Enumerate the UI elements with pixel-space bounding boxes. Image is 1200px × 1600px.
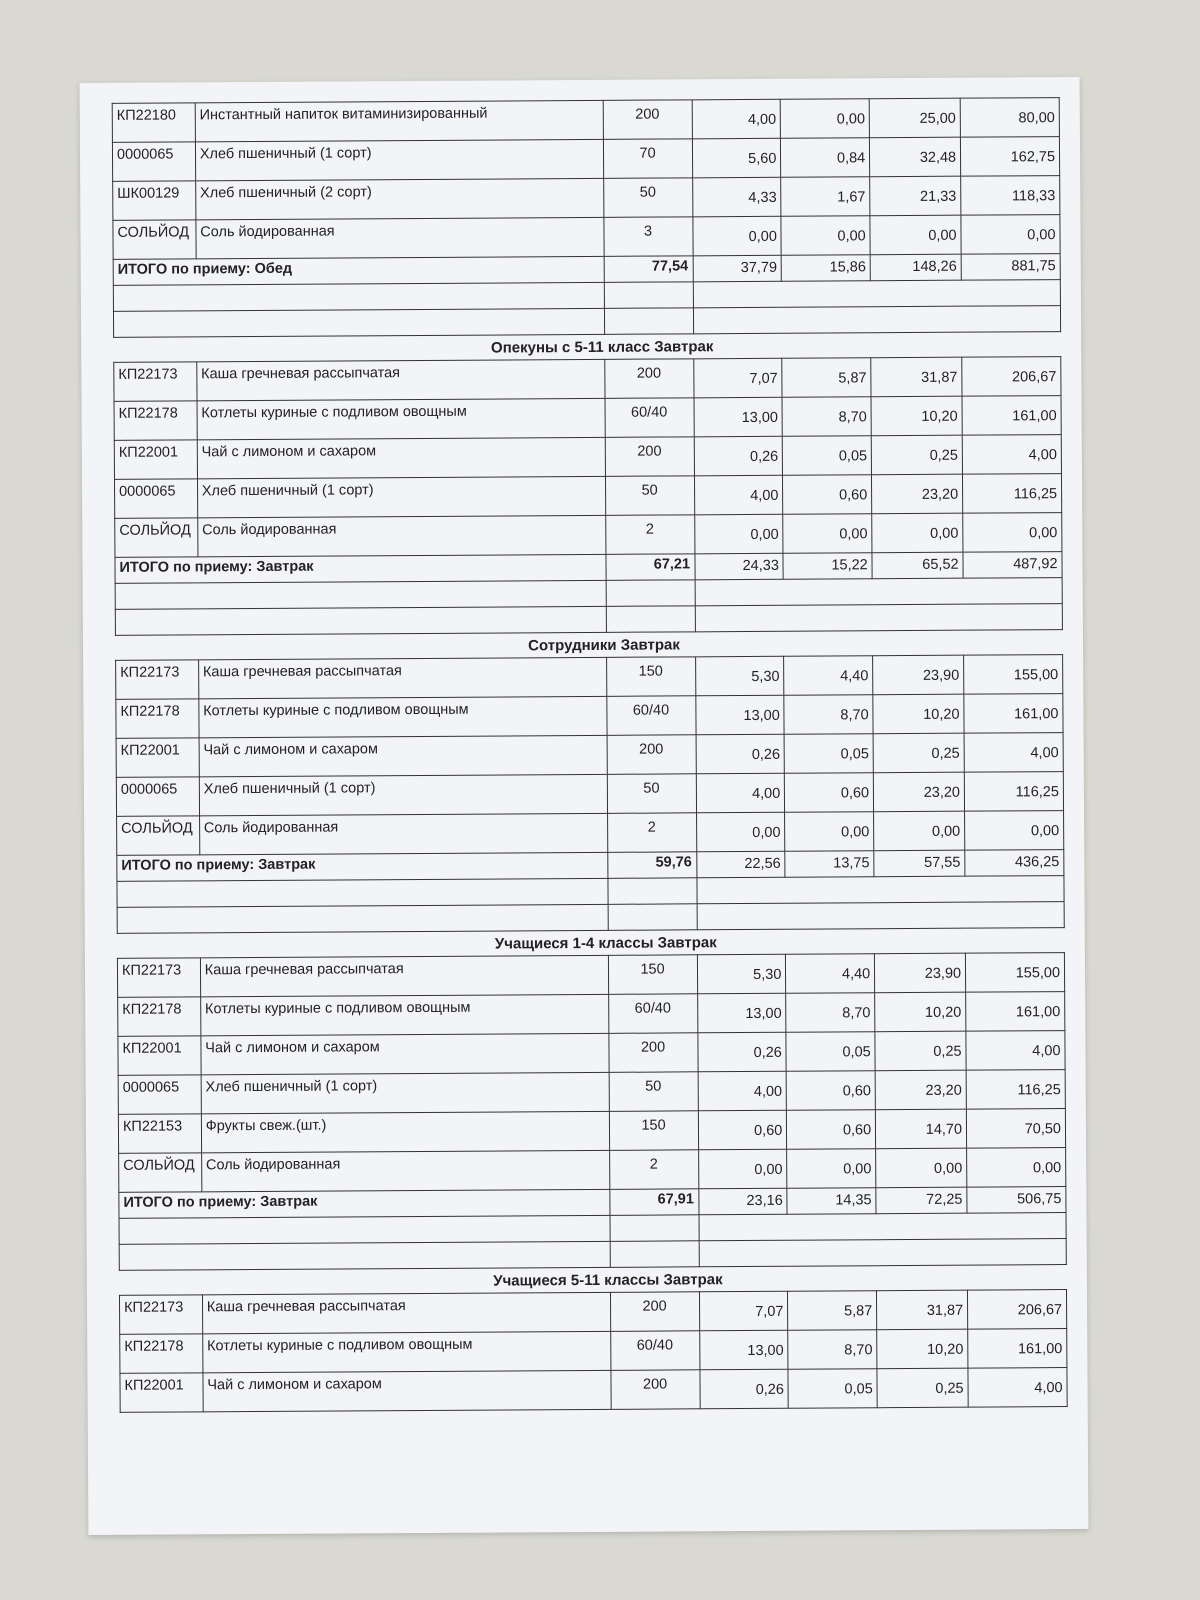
table-row [116, 772, 1063, 817]
cell-name: Фрукты свеж.(шт.) [201, 1111, 609, 1152]
blank-cell [698, 1213, 1066, 1241]
cell-v2: 0,05 [786, 1032, 875, 1072]
table-row [119, 1290, 1066, 1335]
cell-v1: 7,07 [693, 358, 782, 398]
cell-qty: 60/40 [610, 1331, 699, 1371]
total-v1: 22,56 [696, 851, 785, 878]
cell-v2: 0,00 [785, 812, 874, 852]
cell-name: Соль йодированная [198, 515, 606, 556]
cell-v3: 23,20 [875, 1070, 966, 1110]
cell-v4: 118,33 [961, 176, 1060, 216]
cell-code: КП22173 [114, 362, 197, 402]
cell-code: КП22153 [118, 1114, 201, 1154]
cell-v4: 161,00 [966, 992, 1065, 1032]
cell-name: Котлеты куриные с подливом овощным [202, 1331, 610, 1372]
total-v3: 72,25 [876, 1187, 967, 1214]
menu-section [112, 97, 1061, 338]
cell-v2: 0,05 [784, 734, 873, 774]
cell-v3: 10,20 [875, 992, 966, 1032]
cell-v2: 1,67 [781, 177, 870, 217]
cell-qty: 3 [604, 217, 693, 257]
total-v1: 24,33 [694, 553, 783, 580]
total-v2: 14,35 [787, 1188, 876, 1215]
cell-v4: 4,00 [968, 1368, 1067, 1408]
cell-v3: 0,25 [871, 435, 962, 475]
cell-v3: 32,48 [870, 137, 961, 177]
table-row [114, 396, 1061, 441]
cell-v1: 5,30 [697, 954, 786, 994]
cell-name: Чай с лимоном и сахаром [197, 437, 605, 478]
cell-qty: 200 [603, 100, 692, 140]
cell-v4: 116,25 [966, 1070, 1065, 1110]
cell-name: Хлеб пшеничный (2 сорт) [195, 178, 603, 219]
cell-v1: 0,00 [694, 514, 783, 554]
section-title: Опекуны с 5-11 класс Завтрак [490, 338, 714, 357]
cell-v3: 10,20 [871, 396, 962, 436]
cell-code: СОЛЬЙОД [115, 518, 198, 558]
blank-cell [693, 306, 1061, 334]
cell-name: Каша гречневая рассыпчатая [200, 955, 608, 996]
cell-code: ШК00129 [113, 181, 196, 221]
cell-v4: 0,00 [965, 811, 1064, 851]
cell-v2: 0,00 [781, 216, 870, 256]
table-row [117, 811, 1064, 856]
blank-cell [697, 902, 1065, 930]
cell-name: Хлеб пшеничный (1 сорт) [199, 774, 607, 815]
cell-v3: 23,20 [872, 474, 963, 514]
blank-cell [693, 280, 1061, 308]
table-row [113, 176, 1060, 221]
cell-v2: 0,05 [783, 436, 872, 476]
total-v1: 37,79 [693, 255, 782, 282]
cell-v2: 0,60 [785, 773, 874, 813]
cell-v3: 0,00 [876, 1148, 967, 1188]
cell-v2: 0,84 [781, 138, 870, 178]
cell-v1: 0,26 [694, 436, 783, 476]
cell-name: Котлеты куриные с подливом овощным [200, 994, 608, 1035]
cell-qty: 200 [605, 437, 694, 477]
cell-v3: 31,87 [871, 357, 962, 397]
table-row [114, 357, 1061, 402]
cell-v4: 162,75 [960, 137, 1059, 177]
cell-v1: 0,26 [697, 1032, 786, 1072]
cell-v4: 161,00 [962, 396, 1061, 436]
cell-qty: 50 [607, 774, 696, 814]
table-row [116, 694, 1063, 739]
blank-cell [117, 904, 608, 933]
table-row [120, 1329, 1067, 1374]
total-label: ИТОГО по приему: Завтрак [117, 852, 608, 881]
cell-v4: 161,00 [964, 694, 1063, 734]
cell-v3: 31,87 [877, 1290, 968, 1330]
cell-qty: 50 [609, 1072, 698, 1112]
cell-qty: 60/40 [605, 398, 694, 438]
cell-name: Котлеты куриные с подливом овощным [197, 398, 605, 439]
cell-v4: 4,00 [962, 435, 1061, 475]
cell-v1: 0,60 [698, 1110, 787, 1150]
cell-v3: 14,70 [876, 1109, 967, 1149]
cell-v1: 13,00 [694, 397, 783, 437]
blank-cell [119, 1241, 610, 1270]
cell-code: КП22173 [116, 660, 199, 700]
total-label: ИТОГО по приему: Завтрак [119, 1189, 610, 1218]
cell-v1: 13,00 [695, 695, 784, 735]
blank-cell [606, 580, 695, 607]
cell-code: КП22173 [117, 958, 200, 998]
total-v4: 506,75 [967, 1187, 1066, 1214]
total-sum: 67,21 [606, 554, 695, 581]
menu-table [115, 654, 1065, 934]
menu-section [117, 928, 1067, 1271]
cell-v4: 4,00 [966, 1031, 1065, 1071]
blank-cell [113, 282, 604, 311]
cell-code: КП22178 [114, 401, 197, 441]
cell-code: КП22001 [120, 1373, 203, 1413]
blank-cell [695, 604, 1063, 632]
menu-document [112, 97, 1068, 1413]
cell-v1: 4,00 [694, 475, 783, 515]
cell-v4: 0,00 [967, 1148, 1066, 1188]
cell-v1: 4,33 [692, 177, 781, 217]
cell-v1: 13,00 [697, 993, 786, 1033]
cell-v2: 8,70 [782, 397, 871, 437]
cell-code: КП22180 [112, 103, 195, 143]
cell-v2: 0,60 [783, 475, 872, 515]
cell-v2: 0,00 [787, 1149, 876, 1189]
cell-v3: 23,90 [873, 655, 964, 695]
cell-v2: 0,00 [781, 99, 870, 139]
cell-v4: 0,00 [961, 215, 1060, 255]
total-v4: 487,92 [963, 552, 1062, 579]
cell-v1: 4,00 [698, 1071, 787, 1111]
cell-v1: 13,00 [699, 1330, 788, 1370]
menu-table [119, 1289, 1068, 1413]
total-v3: 65,52 [872, 552, 963, 579]
cell-v3: 25,00 [869, 98, 960, 138]
cell-qty: 60/40 [606, 696, 695, 736]
cell-v3: 23,20 [873, 772, 964, 812]
cell-code: КП22178 [118, 997, 201, 1037]
cell-v3: 0,00 [872, 513, 963, 553]
cell-qty: 200 [610, 1292, 699, 1332]
cell-v3: 10,20 [873, 694, 964, 734]
table-row [116, 655, 1063, 700]
blank-cell [696, 876, 1064, 904]
cell-v2: 4,40 [786, 954, 875, 994]
cell-code: СОЛЬЙОД [119, 1153, 202, 1193]
cell-v3: 0,25 [877, 1368, 968, 1408]
cell-v1: 0,26 [696, 734, 785, 774]
cell-v3: 23,90 [875, 953, 966, 993]
blank-cell [604, 282, 693, 309]
cell-v3: 10,20 [877, 1329, 968, 1369]
cell-v4: 80,00 [960, 98, 1059, 138]
cell-v2: 8,70 [784, 695, 873, 735]
table-row [118, 1109, 1065, 1154]
cell-qty: 200 [607, 735, 696, 775]
blank-cell [115, 580, 606, 609]
table-row [113, 215, 1060, 260]
cell-code: КП22178 [120, 1334, 203, 1374]
table-row [114, 474, 1061, 519]
cell-qty: 50 [605, 476, 694, 516]
total-label: ИТОГО по приему: Обед [113, 256, 604, 285]
cell-name: Каша гречневая рассыпчатая [202, 1292, 610, 1333]
section-title: Учащиеся 5-11 классы Завтрак [493, 1271, 723, 1290]
cell-name: Каша гречневая рассыпчатая [197, 359, 605, 400]
cell-v1: 4,00 [692, 99, 781, 139]
cell-v4: 161,00 [968, 1329, 1067, 1369]
cell-v1: 0,00 [696, 812, 785, 852]
blank-cell [606, 606, 695, 633]
cell-v2: 0,00 [783, 514, 872, 554]
cell-v4: 155,00 [965, 953, 1064, 993]
cell-code: КП22178 [116, 699, 199, 739]
cell-v3: 21,33 [870, 176, 961, 216]
blank-cell [699, 1239, 1067, 1267]
cell-code: КП22173 [119, 1295, 202, 1335]
table-row [114, 435, 1061, 480]
cell-v2: 5,87 [788, 1291, 877, 1331]
cell-v1: 0,00 [698, 1149, 787, 1189]
blank-cell [695, 578, 1063, 606]
cell-name: Инстантный напиток витаминизированный [195, 100, 603, 141]
cell-v4: 206,67 [962, 357, 1061, 397]
cell-code: КП22001 [116, 738, 199, 778]
table-row [116, 733, 1063, 778]
cell-v4: 0,00 [963, 513, 1062, 553]
cell-name: Хлеб пшеничный (1 сорт) [195, 139, 603, 180]
cell-name: Соль йодированная [196, 217, 604, 258]
menu-table [112, 97, 1061, 338]
cell-v2: 4,40 [784, 656, 873, 696]
cell-v1: 7,07 [699, 1291, 788, 1331]
cell-v3: 0,00 [874, 811, 965, 851]
blank-cell [610, 1215, 699, 1242]
table-row [118, 1070, 1065, 1115]
blank-cell [604, 308, 693, 335]
cell-qty: 2 [607, 813, 696, 853]
cell-v2: 0,60 [786, 1071, 875, 1111]
cell-v1: 5,60 [692, 138, 781, 178]
cell-qty: 150 [608, 955, 697, 995]
cell-v1: 4,00 [696, 773, 785, 813]
cell-name: Чай с лимоном и сахаром [201, 1033, 609, 1074]
blank-cell [608, 878, 697, 905]
cell-v3: 0,25 [873, 733, 964, 773]
total-v2: 13,75 [785, 851, 874, 878]
total-v1: 23,16 [698, 1188, 787, 1215]
cell-v4: 116,25 [963, 474, 1062, 514]
paper-sheet [80, 77, 1089, 1535]
cell-qty: 200 [604, 359, 693, 399]
table-row [120, 1368, 1067, 1413]
cell-v2: 0,60 [787, 1110, 876, 1150]
total-sum: 77,54 [604, 256, 693, 283]
cell-v3: 0,00 [870, 215, 961, 255]
cell-code: СОЛЬЙОД [117, 816, 200, 856]
cell-v3: 0,25 [875, 1031, 966, 1071]
cell-name: Хлеб пшеничный (1 сорт) [201, 1072, 609, 1113]
total-v2: 15,86 [781, 255, 870, 282]
cell-code: СОЛЬЙОД [113, 220, 196, 260]
cell-code: 0000065 [114, 479, 197, 519]
blank-cell [117, 878, 608, 907]
cell-name: Котлеты куриные с подливом овощным [199, 696, 607, 737]
cell-name: Соль йодированная [201, 1150, 609, 1191]
blank-cell [113, 308, 604, 337]
cell-qty: 2 [609, 1150, 698, 1190]
cell-code: КП22001 [114, 440, 197, 480]
cell-qty: 60/40 [608, 994, 697, 1034]
total-v3: 148,26 [870, 254, 961, 281]
cell-qty: 150 [609, 1111, 698, 1151]
section-title: Учащиеся 1-4 классы Завтрак [494, 934, 717, 953]
menu-table [113, 356, 1063, 636]
cell-v4: 4,00 [964, 733, 1063, 773]
cell-code: 0000065 [112, 142, 195, 182]
cell-v4: 116,25 [964, 772, 1063, 812]
cell-code: 0000065 [118, 1075, 201, 1115]
table-row [112, 137, 1059, 182]
menu-section [115, 630, 1065, 934]
cell-v4: 155,00 [964, 655, 1063, 695]
blank-cell [608, 904, 697, 931]
total-v4: 436,25 [965, 850, 1064, 877]
total-sum: 59,76 [607, 852, 696, 879]
cell-qty: 200 [609, 1033, 698, 1073]
total-v4: 881,75 [961, 254, 1060, 281]
total-v3: 57,55 [874, 850, 965, 877]
cell-v2: 8,70 [786, 993, 875, 1033]
cell-v4: 70,50 [966, 1109, 1065, 1149]
table-row [112, 98, 1059, 143]
table-row [118, 992, 1065, 1037]
table-row [117, 953, 1064, 998]
menu-table [117, 952, 1067, 1271]
cell-qty: 70 [603, 139, 692, 179]
total-v2: 15,22 [783, 553, 872, 580]
total-sum: 67,91 [609, 1189, 698, 1216]
table-row [118, 1031, 1065, 1076]
cell-v2: 8,70 [788, 1330, 877, 1370]
cell-qty: 200 [611, 1370, 700, 1410]
cell-v4: 206,67 [968, 1290, 1067, 1330]
blank-cell [610, 1241, 699, 1268]
cell-name: Соль йодированная [199, 813, 607, 854]
blank-cell [119, 1215, 610, 1244]
menu-section [113, 332, 1063, 636]
cell-qty: 50 [603, 178, 692, 218]
cell-name: Каша гречневая рассыпчатая [198, 657, 606, 698]
total-label: ИТОГО по приему: Завтрак [115, 554, 606, 583]
cell-name: Чай с лимоном и сахаром [199, 735, 607, 776]
menu-section [119, 1265, 1068, 1413]
table-row [115, 513, 1062, 558]
section-title: Сотрудники Завтрак [528, 636, 680, 655]
cell-v2: 5,87 [782, 358, 871, 398]
cell-qty: 2 [605, 515, 694, 555]
cell-name: Чай с лимоном и сахаром [203, 1370, 611, 1411]
cell-code: 0000065 [116, 777, 199, 817]
cell-name: Хлеб пшеничный (1 сорт) [197, 476, 605, 517]
table-row [119, 1148, 1066, 1193]
cell-qty: 150 [606, 657, 695, 697]
cell-v1: 5,30 [695, 656, 784, 696]
blank-cell [115, 606, 606, 635]
cell-v2: 0,05 [788, 1369, 877, 1409]
cell-v1: 0,26 [699, 1369, 788, 1409]
cell-v1: 0,00 [692, 216, 781, 256]
cell-code: КП22001 [118, 1036, 201, 1076]
